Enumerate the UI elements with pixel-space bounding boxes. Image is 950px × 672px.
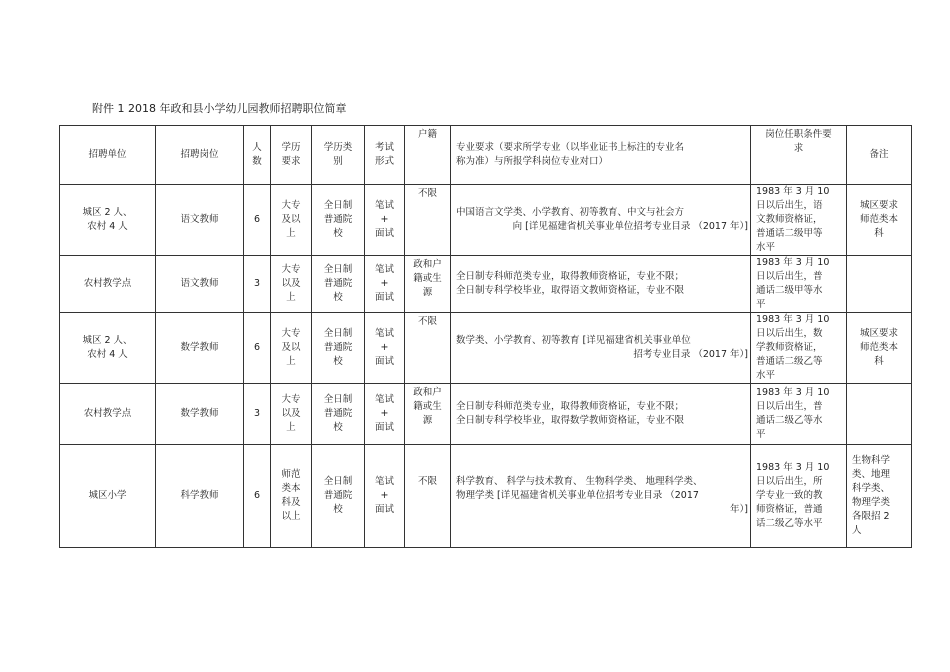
cell-exam: 笔试 + 面试 (365, 185, 405, 256)
cell-edu-type: 全日制 普通院 校 (312, 185, 365, 256)
cell-hukou: 政和户 籍或生 源 (405, 384, 451, 445)
major-line: 科学教育、 科学与技术教育、 生物科学类、 地理科学类、 (456, 476, 703, 487)
header-note: 备注 (847, 126, 912, 185)
cell-count: 3 (244, 256, 271, 313)
cell-hukou: 政和户 籍或生 源 (405, 256, 451, 313)
cell-note (847, 384, 912, 445)
cell-post: 科学教师 (156, 445, 244, 548)
recruitment-table (59, 125, 912, 548)
document-title: 附件 1 2018 年政和县小学幼儿园教师招聘职位简章 (92, 102, 347, 115)
cell-unit: 城区 2 人、 农村 4 人 (60, 313, 156, 384)
cell-edu: 大专 以及 上 (271, 384, 312, 445)
cell-edu: 师范 类本 科及 以上 (271, 445, 312, 548)
major-line: 中国语言文学类、小学教育、初等教育、中文与社会方 (456, 207, 685, 218)
table-row (60, 384, 912, 445)
cell-edu-type: 全日制 普通院 校 (312, 256, 365, 313)
table-row (60, 313, 912, 384)
cell-unit: 农村教学点 (60, 384, 156, 445)
header-count: 人 数 (244, 126, 271, 185)
cell-exam: 笔试 + 面试 (365, 313, 405, 384)
cell-edu-type: 全日制 普通院 校 (312, 384, 365, 445)
cell-note: 城区要求 师范类本 科 (847, 185, 912, 256)
table-row (60, 256, 912, 313)
cell-cond: 1983 年 3 月 10 日以后出生，所 学专业一致的教 师资格证，普通 话二级乙等水平 (751, 445, 847, 548)
cell-edu: 大专 及以 上 (271, 313, 312, 384)
header-post: 招聘岗位 (156, 126, 244, 185)
cell-post: 语文教师 (156, 256, 244, 313)
cell-hukou: 不限 (405, 313, 451, 384)
header-major: 专业要求（要求所学专业（以毕业证书上标注的专业名 称为准）与所报学科岗位专业对口） (451, 126, 751, 185)
cell-hukou: 不限 (405, 185, 451, 256)
cell-edu: 大专 以及 上 (271, 256, 312, 313)
cell-cond: 1983 年 3 月 10 日以后出生，普 通话二级乙等水 平 (751, 384, 847, 445)
table-row (60, 445, 912, 548)
cell-major (451, 185, 751, 256)
header-edu-type: 学历类 别 (312, 126, 365, 185)
cell-major (451, 445, 751, 548)
cell-post: 数学教师 (156, 313, 244, 384)
header-cond: 岗位任职条件要 求 (751, 126, 847, 185)
header-hukou: 户籍 (405, 126, 451, 185)
major-line: 招考专业目录 （2017 年）] (633, 349, 748, 360)
cell-unit: 城区 2 人、 农村 4 人 (60, 185, 156, 256)
cell-edu: 大专 及以 上 (271, 185, 312, 256)
cell-unit: 城区小学 (60, 445, 156, 548)
cell-exam: 笔试 + 面试 (365, 256, 405, 313)
cell-edu-type: 全日制 普通院 校 (312, 313, 365, 384)
cell-count: 6 (244, 185, 271, 256)
cell-exam: 笔试 + 面试 (365, 384, 405, 445)
cell-exam: 笔试 + 面试 (365, 445, 405, 548)
header-unit: 招聘单位 (60, 126, 156, 185)
cell-cond: 1983 年 3 月 10 日以后出生，普 通话二级甲等水 平 (751, 256, 847, 313)
cell-post: 语文教师 (156, 185, 244, 256)
cell-major (451, 313, 751, 384)
cell-count: 3 (244, 384, 271, 445)
header-exam: 考试 形式 (365, 126, 405, 185)
header-edu: 学历 要求 (271, 126, 312, 185)
major-line: 物理学类 [详见福建省机关事业单位招考专业目录 （2017 (456, 490, 699, 501)
cell-count: 6 (244, 445, 271, 548)
cell-post: 数学教师 (156, 384, 244, 445)
cell-note (847, 256, 912, 313)
major-line: 年）] (730, 504, 748, 515)
table-row (60, 185, 912, 256)
cell-edu-type: 全日制 普通院 校 (312, 445, 365, 548)
table-header-row (60, 126, 912, 185)
cell-count: 6 (244, 313, 271, 384)
major-line: 向 [详见福建省机关事业单位招考专业目录 （2017 年）] (512, 221, 748, 232)
major-line: 数学类、小学教育、初等教育 [详见福建省机关事业单位 (456, 335, 691, 346)
cell-note: 生物科学 类、地理 科学类、 物理学类 各限招 2 人 (847, 445, 912, 548)
cell-major: 全日制专科师范类专业，取得教师资格证，专业不限； 全日制专科学校毕业，取得语文教师资格证，专业不限 (451, 256, 751, 313)
cell-unit: 农村教学点 (60, 256, 156, 313)
cell-major: 全日制专科师范类专业，取得教师资格证，专业不限； 全日制专科学校毕业，取得数学教师资格证，专业不限 (451, 384, 751, 445)
cell-cond: 1983 年 3 月 10 日以后出生，数 学教师资格证， 普通话二级乙等 水平 (751, 313, 847, 384)
cell-cond: 1983 年 3 月 10 日以后出生，语 文教师资格证， 普通话二级甲等 水平 (751, 185, 847, 256)
cell-note: 城区要求 师范类本 科 (847, 313, 912, 384)
cell-hukou: 不限 (405, 445, 451, 548)
